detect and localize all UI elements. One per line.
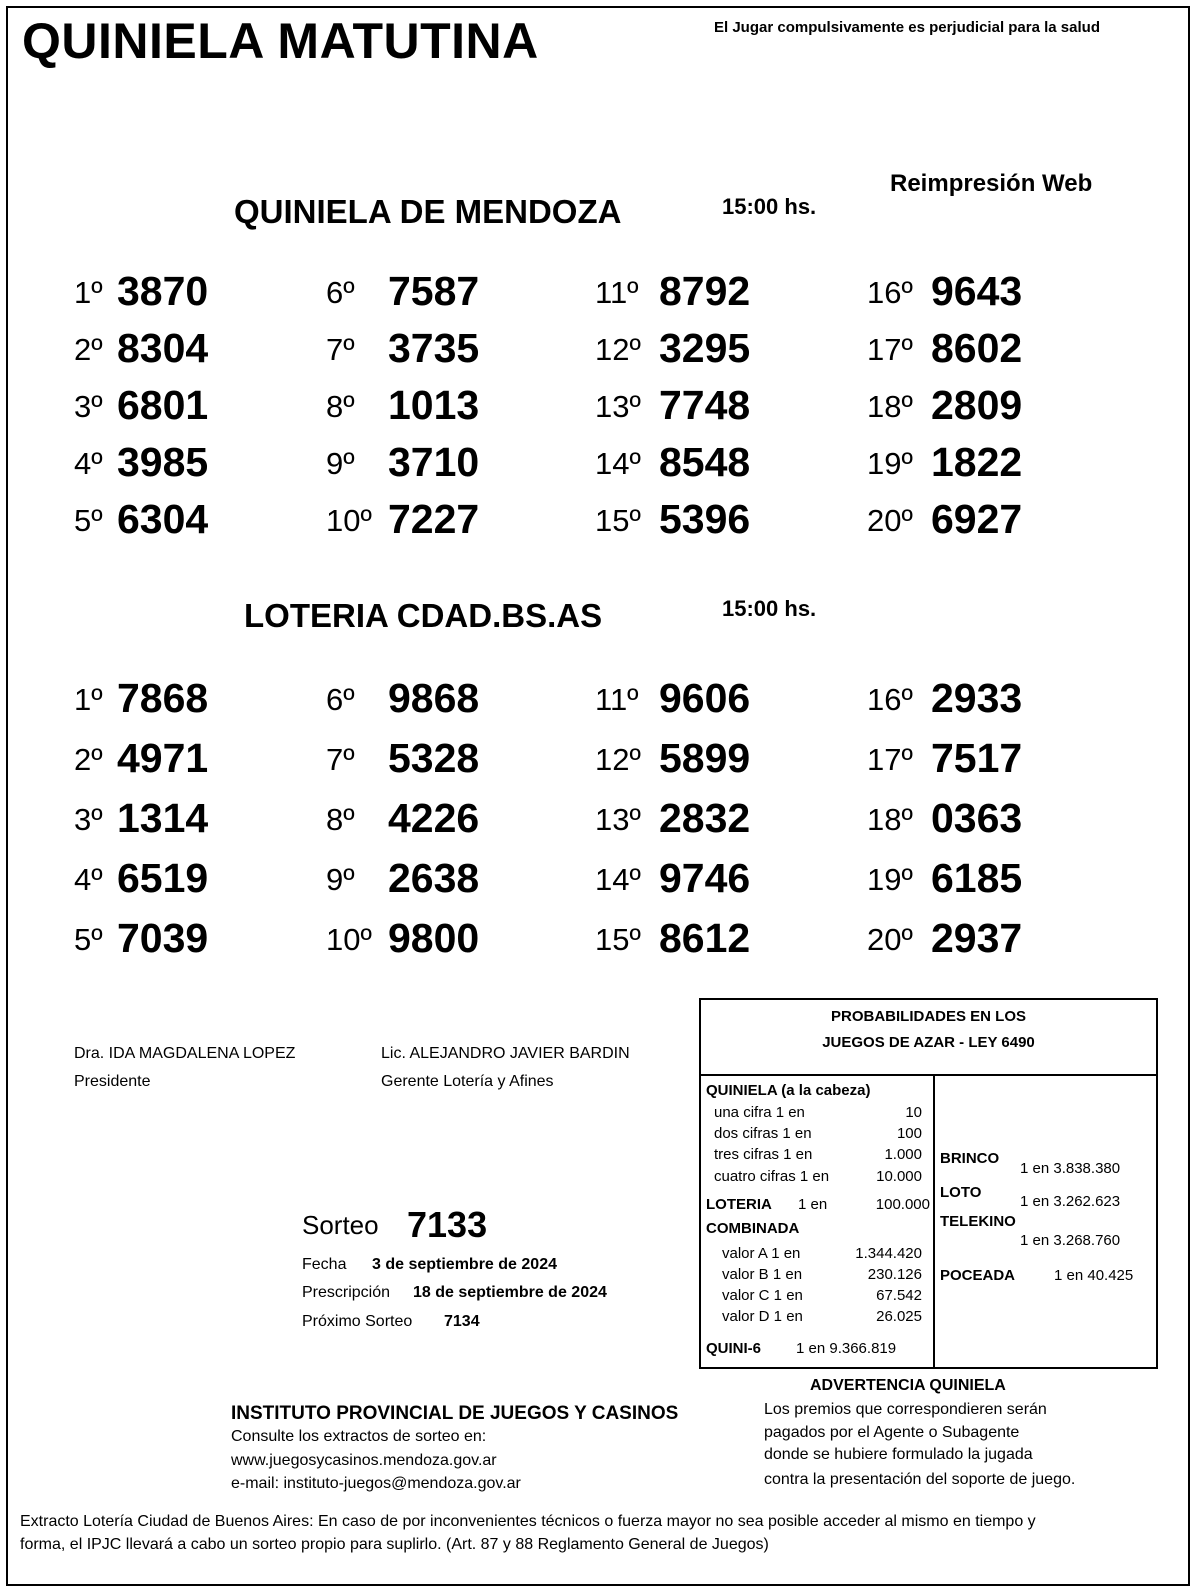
- result-position: 7º: [326, 332, 355, 367]
- result-number: 6304: [117, 496, 209, 542]
- loto-prob-label: LOTO: [940, 1184, 982, 1201]
- quini6-prob-label: QUINI-6: [706, 1340, 762, 1357]
- result-number: 3710: [388, 439, 480, 485]
- probabilities-divider: [699, 1074, 1158, 1076]
- reprint-label: Reimpresión Web: [890, 170, 1093, 197]
- result-number: 7748: [659, 382, 751, 428]
- fecha-label: Fecha: [302, 1256, 347, 1273]
- result-number: 8602: [931, 325, 1023, 371]
- result-position: 8º: [326, 802, 355, 837]
- result-position: 13º: [595, 802, 641, 837]
- result-number: 1822: [931, 439, 1023, 485]
- result-position: 11º: [595, 275, 639, 310]
- quiniela-prob-row-label: una cifra 1 en: [714, 1104, 805, 1121]
- result-position: 1º: [74, 682, 103, 717]
- result-position: 13º: [595, 389, 641, 424]
- result-number: 1314: [117, 795, 209, 841]
- sorteo-number: 7133: [407, 1204, 488, 1245]
- result-number: 2937: [931, 915, 1023, 961]
- result-number: 9643: [931, 268, 1023, 314]
- result-number: 5328: [388, 735, 480, 781]
- result-number: 2809: [931, 382, 1023, 428]
- result-number: 5396: [659, 496, 751, 542]
- footer-line-2: forma, el IPJC llevará a cabo un sorteo propio para suplirlo. (Art. 87 y 88 Reglamento General de Juegos): [20, 1536, 769, 1553]
- result-number: 7517: [931, 735, 1023, 781]
- result-position: 19º: [867, 446, 913, 481]
- combinada-prob-label: COMBINADA: [706, 1220, 800, 1237]
- main-title: QUINIELA MATUTINA: [22, 13, 539, 69]
- result-position: 11º: [595, 682, 639, 717]
- telekino-prob-value: 1 en 3.268.760: [1020, 1232, 1121, 1249]
- result-number: 0363: [931, 795, 1023, 841]
- signature-role-president: Presidente: [74, 1073, 151, 1090]
- result-position: 10º: [326, 503, 372, 538]
- result-number: 2638: [388, 855, 480, 901]
- result-number: 9746: [659, 855, 751, 901]
- result-number: 3295: [659, 325, 751, 371]
- institute-name: INSTITUTO PROVINCIAL DE JUEGOS Y CASINOS: [231, 1403, 679, 1424]
- quiniela-prob-row-value: 10: [905, 1104, 922, 1121]
- sorteo-label: Sorteo: [302, 1210, 379, 1240]
- result-number: 8304: [117, 325, 209, 371]
- poceada-prob-label: POCEADA: [940, 1267, 1016, 1284]
- result-position: 5º: [74, 922, 103, 957]
- combinada-prob-row-label: valor B 1 en: [722, 1266, 803, 1283]
- result-position: 14º: [595, 446, 641, 481]
- result-position: 20º: [867, 922, 913, 957]
- section-title-loteria: LOTERIA CDAD.BS.AS: [244, 597, 603, 634]
- fecha-value: 3 de septiembre de 2024: [372, 1256, 557, 1273]
- probabilities-column-divider: [933, 1075, 935, 1369]
- result-number: 7587: [388, 268, 480, 314]
- section-time-loteria: 15:00 hs.: [722, 596, 817, 621]
- result-number: 9800: [388, 915, 480, 961]
- result-position: 20º: [867, 503, 913, 538]
- combinada-prob-row-label: valor A 1 en: [722, 1245, 801, 1262]
- result-number: 3870: [117, 268, 209, 314]
- result-position: 10º: [326, 922, 372, 957]
- quiniela-prob-row-label: cuatro cifras 1 en: [714, 1168, 830, 1185]
- quiniela-prob-row-value: 10.000: [876, 1168, 922, 1185]
- result-number: 3985: [117, 439, 209, 485]
- institute-email: e-mail: instituto-juegos@mendoza.gov.ar: [231, 1475, 521, 1492]
- result-position: 19º: [867, 862, 913, 897]
- proximo-sorteo-value: 7134: [444, 1313, 480, 1330]
- footer-line-1: Extracto Lotería Ciudad de Buenos Aires: En caso de por inconvenientes técnicos o fuerza mayor no sea posible acceder al mismo en tiempo y: [20, 1513, 1036, 1530]
- result-number: 2933: [931, 675, 1023, 721]
- section-title-mendoza: QUINIELA DE MENDOZA: [234, 193, 622, 230]
- result-position: 17º: [867, 742, 913, 777]
- advertencia-line: Los premios que correspondieren serán: [764, 1401, 1047, 1418]
- result-position: 5º: [74, 503, 103, 538]
- quiniela-prob-row-label: tres cifras 1 en: [714, 1146, 813, 1163]
- prescripcion-value: 18 de septiembre de 2024: [413, 1284, 607, 1301]
- result-position: 2º: [74, 742, 103, 777]
- result-position: 18º: [867, 802, 913, 837]
- quiniela-prob-row-value: 1.000: [884, 1146, 922, 1163]
- result-position: 16º: [867, 275, 913, 310]
- quiniela-prob-label: QUINIELA (a la cabeza): [706, 1082, 871, 1099]
- signature-name-manager: Lic. ALEJANDRO JAVIER BARDIN: [381, 1045, 630, 1062]
- loteria-prob-label: LOTERIA: [706, 1196, 772, 1213]
- combinada-prob-row-value: 1.344.420: [855, 1245, 922, 1262]
- result-position: 7º: [326, 742, 355, 777]
- result-number: 3735: [388, 325, 480, 371]
- result-position: 8º: [326, 389, 355, 424]
- result-number: 6927: [931, 496, 1023, 542]
- result-position: 4º: [74, 446, 103, 481]
- result-number: 8612: [659, 915, 751, 961]
- result-position: 9º: [326, 862, 355, 897]
- health-warning: El Jugar compulsivamente es perjudicial para la salud: [714, 19, 1100, 36]
- result-position: 4º: [74, 862, 103, 897]
- result-number: 4226: [388, 795, 480, 841]
- proximo-sorteo-label: Próximo Sorteo: [302, 1313, 413, 1330]
- result-position: 12º: [595, 332, 641, 367]
- result-number: 6801: [117, 382, 209, 428]
- signature-name-president: Dra. IDA MAGDALENA LOPEZ: [74, 1045, 296, 1062]
- result-number: 1013: [388, 382, 480, 428]
- result-position: 12º: [595, 742, 641, 777]
- loteria-prob-text: 1 en: [798, 1196, 828, 1213]
- institute-website: www.juegosycasinos.mendoza.gov.ar: [231, 1452, 497, 1469]
- loteria-prob-value: 100.000: [875, 1196, 930, 1213]
- advertencia-title: ADVERTENCIA QUINIELA: [810, 1377, 1006, 1394]
- result-number: 6519: [117, 855, 209, 901]
- result-number: 8548: [659, 439, 751, 485]
- result-number: 8792: [659, 268, 751, 314]
- advertencia-line: donde se hubiere formulado la jugada: [764, 1446, 1033, 1463]
- quiniela-prob-row-value: 100: [896, 1125, 922, 1142]
- result-position: 17º: [867, 332, 913, 367]
- result-number: 9868: [388, 675, 480, 721]
- result-position: 16º: [867, 682, 913, 717]
- result-number: 9606: [659, 675, 751, 721]
- result-position: 15º: [595, 503, 641, 538]
- result-number: 7868: [117, 675, 209, 721]
- signature-role-manager: Gerente Lotería y Afines: [381, 1073, 554, 1090]
- advertencia-line: contra la presentación del soporte de juego.: [764, 1471, 1076, 1488]
- result-position: 9º: [326, 446, 355, 481]
- brinco-prob-label: BRINCO: [940, 1150, 1000, 1167]
- result-position: 3º: [74, 802, 103, 837]
- brinco-prob-value: 1 en 3.838.380: [1020, 1160, 1121, 1177]
- quini6-prob-text: 1 en 9.366.819: [796, 1340, 897, 1357]
- probabilities-title-line1: PROBABILIDADES EN LOS: [830, 1008, 1026, 1025]
- result-position: 18º: [867, 389, 913, 424]
- institute-consult-text: Consulte los extractos de sorteo en:: [231, 1428, 487, 1445]
- probabilities-title-line2: JUEGOS DE AZAR - LEY 6490: [822, 1034, 1035, 1051]
- result-position: 6º: [326, 275, 355, 310]
- result-number: 5899: [659, 735, 751, 781]
- result-number: 4971: [117, 735, 209, 781]
- telekino-prob-label: TELEKINO: [940, 1213, 1016, 1230]
- result-position: 15º: [595, 922, 641, 957]
- result-number: 7039: [117, 915, 209, 961]
- result-number: 6185: [931, 855, 1023, 901]
- combinada-prob-row-label: valor C 1 en: [722, 1287, 803, 1304]
- combinada-prob-row-value: 230.126: [867, 1266, 922, 1283]
- result-position: 6º: [326, 682, 355, 717]
- combinada-prob-row-value: 26.025: [876, 1308, 922, 1325]
- section-time-mendoza: 15:00 hs.: [722, 194, 817, 219]
- prescripcion-label: Prescripción: [302, 1284, 391, 1301]
- combinada-prob-row-value: 67.542: [876, 1287, 922, 1304]
- result-number: 2832: [659, 795, 751, 841]
- poceada-prob-value: 1 en 40.425: [1054, 1267, 1134, 1284]
- result-position: 3º: [74, 389, 103, 424]
- quiniela-prob-row-label: dos cifras 1 en: [714, 1125, 812, 1142]
- loto-prob-value: 1 en 3.262.623: [1020, 1193, 1121, 1210]
- result-position: 1º: [74, 275, 103, 310]
- advertencia-line: pagados por el Agente o Subagente: [764, 1424, 1020, 1441]
- combinada-prob-row-label: valor D 1 en: [722, 1308, 803, 1325]
- result-position: 14º: [595, 862, 641, 897]
- result-position: 2º: [74, 332, 103, 367]
- result-number: 7227: [388, 496, 480, 542]
